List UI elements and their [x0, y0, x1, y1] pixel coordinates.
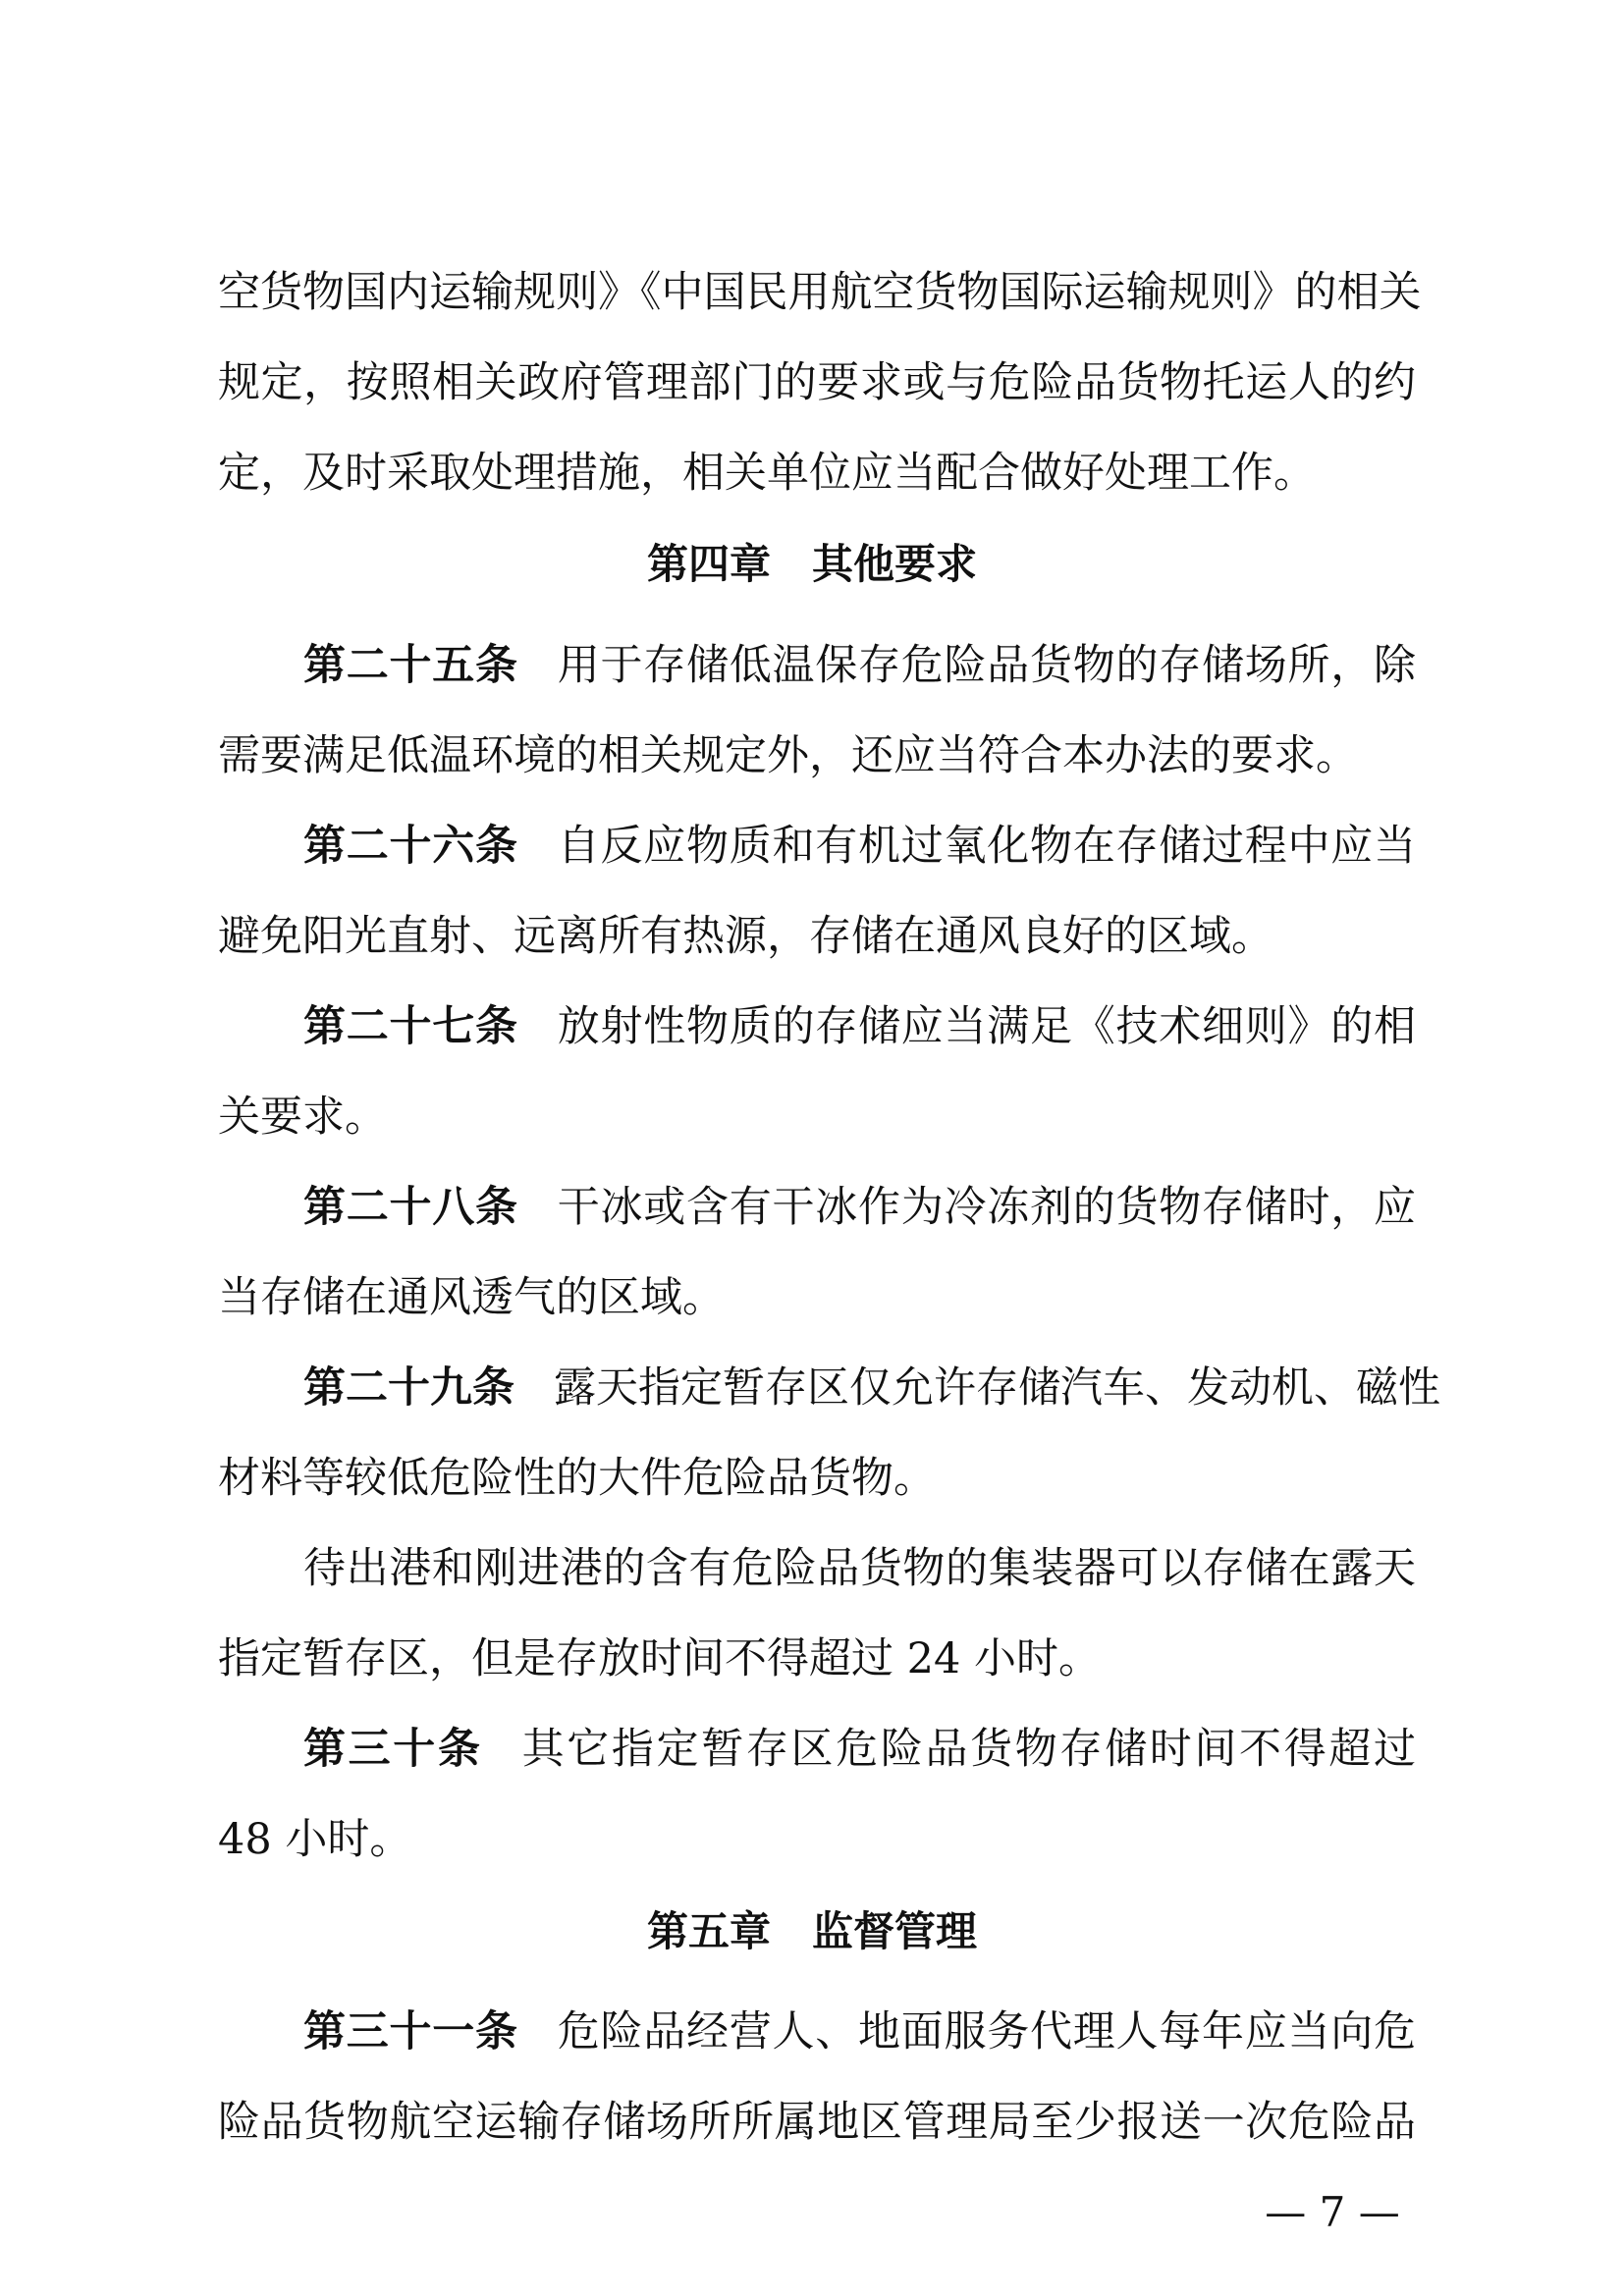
text-line: 材料等较低危险性的大件危险品货物。 — [218, 1454, 936, 1503]
text-line: 当存储在通风透气的区域。 — [218, 1273, 725, 1322]
article-29-first-line — [303, 1359, 1440, 1417]
article-label: 第二十九条 — [303, 1363, 514, 1413]
article-text: 自反应物质和有机过氧化物在存储过程中应当 — [557, 822, 1416, 871]
article-text: 放射性物质的存储应当满足《技术细则》的相 — [557, 1002, 1416, 1051]
article-label: 第二十七条 — [303, 1002, 518, 1051]
article-text: 露天指定暂存区仅允许存储汽车、发动机、磁性 — [554, 1363, 1440, 1413]
text-line: 避免阳光直射、远离所有热源，存储在通风良好的区域。 — [218, 912, 1273, 961]
article-label: 第三十一条 — [303, 2007, 518, 2056]
article-label: 第三十条 — [303, 1725, 483, 1774]
article-text: 危险品经营人、地面服务代理人每年应当向危 — [557, 2007, 1416, 2056]
text-line: 关要求。 — [218, 1093, 387, 1142]
article-label: 第二十六条 — [303, 822, 518, 871]
page-number: — 7 — — [1265, 2188, 1400, 2236]
text-line: 待出港和刚进港的含有危险品货物的集装器可以存储在露天 — [303, 1544, 1416, 1593]
article-25-first-line — [303, 636, 1416, 695]
article-30-first-line — [303, 1720, 1416, 1779]
text-line: 48 小时。 — [218, 1815, 412, 1864]
text-line: 指定暂存区，但是存放时间不得超过 24 小时。 — [218, 1634, 1102, 1683]
chapter-heading: 第四章 其他要求 — [646, 540, 977, 588]
article-text: 用于存储低温保存危险品货物的存储场所，除 — [557, 641, 1416, 690]
article-27-first-line — [303, 997, 1416, 1056]
article-26-first-line — [303, 817, 1416, 876]
text-line: 定，及时采取处理措施，相关单位应当配合做好处理工作。 — [218, 449, 1316, 498]
article-text: 干冰或含有干冰作为冷冻剂的货物存储时，应 — [557, 1183, 1416, 1232]
article-31-first-line — [303, 2002, 1416, 2061]
text-line: 需要满足低温环境的相关规定外，还应当符合本办法的要求。 — [218, 731, 1358, 780]
text-line: 空货物国内运输规则》《中国民用航空货物国际运输规则》的相关 — [218, 268, 1422, 317]
chapter-heading: 第五章 监督管理 — [646, 1907, 977, 1955]
article-label: 第二十五条 — [303, 641, 518, 690]
article-28-first-line — [303, 1178, 1416, 1237]
article-label: 第二十八条 — [303, 1183, 518, 1232]
text-line: 险品货物航空运输存储场所所属地区管理局至少报送一次危险品 — [218, 2098, 1416, 2147]
text-line: 规定，按照相关政府管理部门的要求或与危险品货物托运人的约 — [218, 358, 1416, 407]
article-text: 其它指定暂存区危险品货物存储时间不得超过 — [521, 1725, 1417, 1774]
